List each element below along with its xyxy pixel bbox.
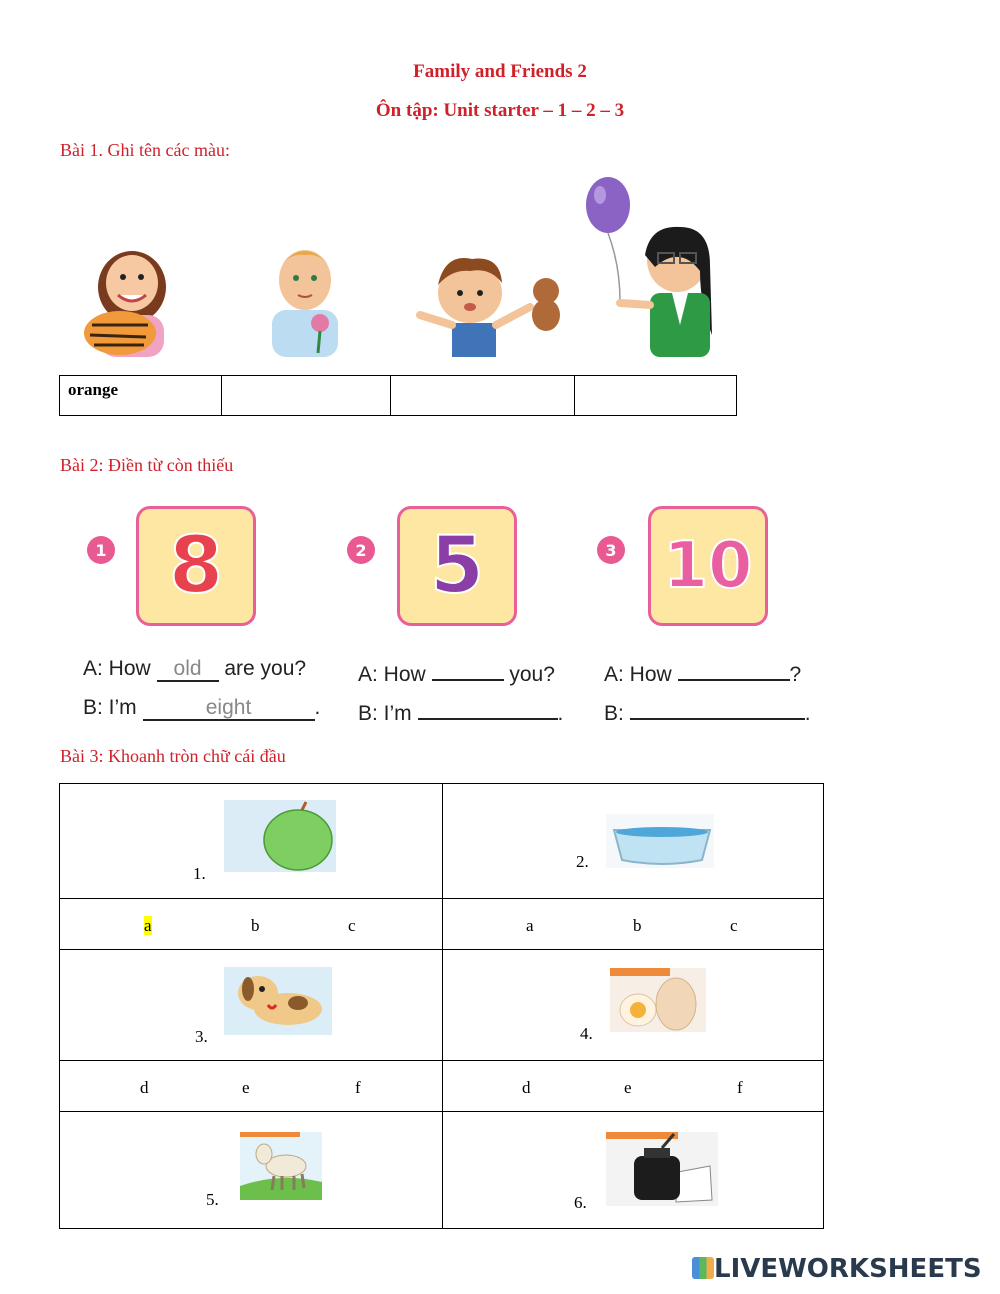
dialogue-suffix: ? — [789, 663, 802, 686]
color-answer-cell[interactable] — [222, 376, 391, 416]
answer-blank[interactable]: old — [157, 658, 219, 682]
ink-icon — [606, 1132, 718, 1206]
dialogue-suffix: are you? — [224, 657, 307, 680]
letter-option[interactable]: c — [348, 916, 356, 935]
exercise1-heading: Bài 1. Ghi tên các màu: — [60, 140, 230, 160]
answer-blank[interactable] — [418, 696, 558, 720]
color-answer-cell[interactable] — [575, 376, 737, 416]
dialogue-line-a2 — [358, 657, 555, 687]
number-card-5 — [397, 506, 517, 626]
table-divider — [60, 898, 823, 899]
exercise2-heading: Bài 2: Điền từ còn thiếu — [60, 455, 234, 475]
item-number: 2. — [576, 852, 589, 871]
dialogue-prefix: A: How — [83, 657, 151, 680]
dialogue-prefix: A: How — [358, 663, 426, 686]
liveworksheets-logo — [692, 1254, 982, 1284]
egg-icon — [610, 968, 706, 1032]
item-number: 6. — [574, 1193, 587, 1212]
letter-option[interactable]: b — [633, 916, 642, 935]
letter-option[interactable]: c — [730, 916, 738, 935]
boy-with-teddy-picture — [420, 258, 560, 357]
logo-mark-icon — [692, 1257, 714, 1279]
number-badge: 2 — [347, 536, 375, 564]
item-number: 1. — [193, 864, 206, 883]
dialogue-prefix: B: — [604, 702, 624, 725]
dog-icon — [224, 967, 332, 1035]
letter-option[interactable]: d — [140, 1078, 149, 1097]
item-number: 3. — [195, 1027, 208, 1046]
color-answer-cell[interactable] — [391, 376, 575, 416]
color-answer-cell[interactable]: orange — [60, 376, 222, 416]
dialogue-line-b2 — [358, 696, 563, 726]
dialogue-prefix: A: How — [604, 663, 672, 686]
number-text: 10 — [663, 529, 753, 603]
dialogue-suffix: . — [314, 696, 321, 719]
number-badge: 3 — [597, 536, 625, 564]
girl-with-tiger-picture — [84, 251, 166, 357]
worksheet-title: Family and Friends 2 — [413, 61, 587, 82]
letter-option[interactable]: b — [251, 916, 260, 935]
table-divider — [442, 784, 443, 1228]
dialogue-suffix: you? — [509, 663, 555, 686]
number-card-10 — [648, 506, 768, 626]
dialogue-line-a3 — [604, 657, 801, 687]
children-illustration — [60, 175, 740, 360]
dialogue-suffix: . — [557, 702, 564, 725]
goat-icon — [240, 1132, 322, 1200]
colors-answer-table — [59, 375, 737, 416]
dialogue-line-a1 — [83, 657, 306, 682]
letter-option[interactable]: d — [522, 1078, 531, 1097]
number-badge: 1 — [87, 536, 115, 564]
answer-blank[interactable]: eight — [143, 697, 315, 721]
apple-icon — [224, 800, 336, 872]
dialogue-prefix: B: I’m — [83, 696, 137, 719]
table-divider — [60, 1060, 823, 1061]
letter-option[interactable]: a — [144, 916, 152, 935]
letter-option[interactable]: f — [355, 1078, 361, 1097]
letter-option[interactable]: e — [624, 1078, 632, 1097]
exercise3-heading: Bài 3: Khoanh tròn chữ cái đầu — [60, 746, 286, 766]
table-divider — [60, 1111, 823, 1112]
dialogue-suffix: . — [804, 702, 811, 725]
boy-with-flower-picture — [272, 250, 338, 357]
dialogue-line-b1 — [83, 696, 320, 721]
letter-option[interactable]: e — [242, 1078, 250, 1097]
number-text: 5 — [429, 521, 485, 611]
first-letter-table — [59, 783, 824, 1229]
letter-option[interactable]: a — [526, 916, 534, 935]
number-card-8 — [136, 506, 256, 626]
dialogue-line-b3 — [604, 696, 811, 726]
table-divider — [60, 949, 823, 950]
item-number: 4. — [580, 1024, 593, 1043]
answer-blank[interactable] — [432, 657, 504, 681]
bath-icon — [606, 814, 714, 868]
letter-option[interactable]: f — [737, 1078, 743, 1097]
number-text: 8 — [168, 521, 224, 611]
worksheet-subtitle: Ôn tập: Unit starter – 1 – 2 – 3 — [375, 100, 625, 121]
answer-blank[interactable] — [678, 657, 790, 681]
answer-blank[interactable] — [630, 696, 805, 720]
woman-with-balloon-picture — [586, 177, 712, 357]
item-number: 5. — [206, 1190, 219, 1209]
dialogue-prefix: B: I’m — [358, 702, 412, 725]
logo-text: LIVEWORKSHEETS — [714, 1254, 982, 1284]
